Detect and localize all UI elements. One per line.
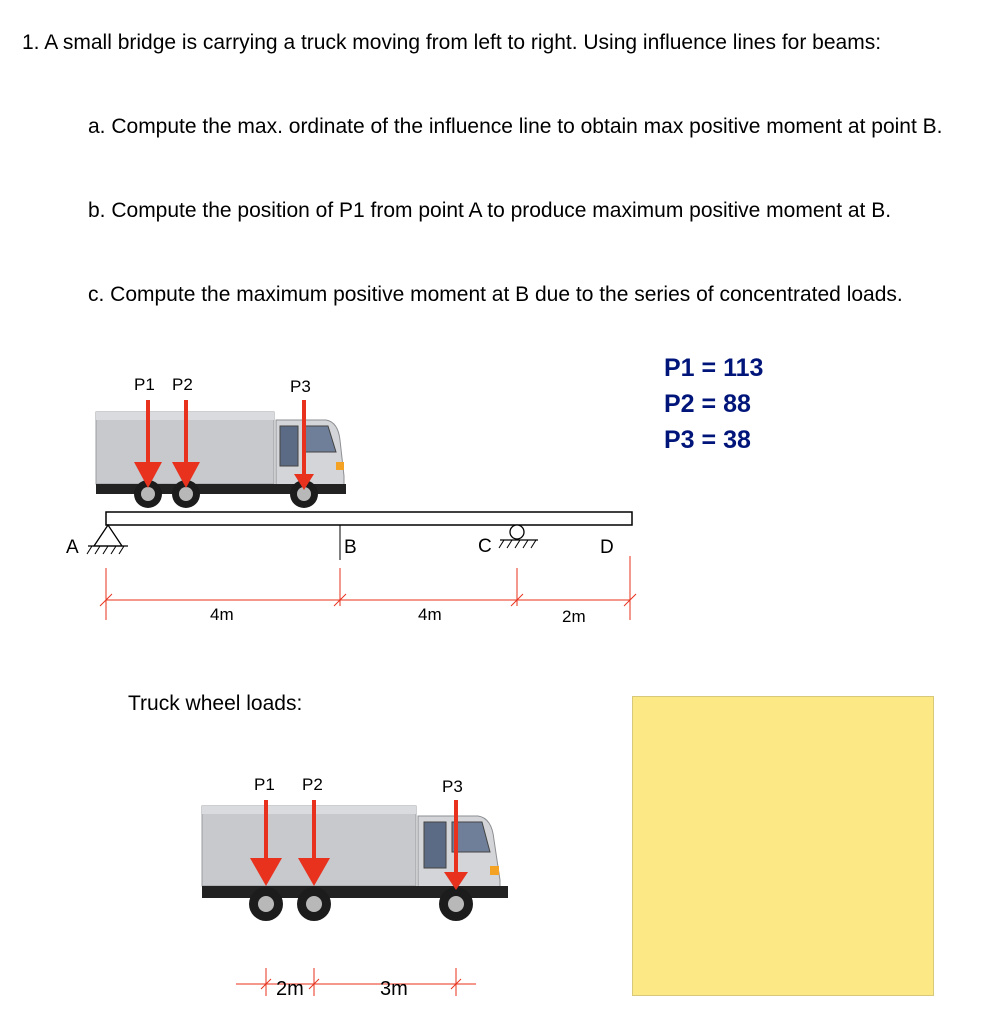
load-value-p2: P2 = 88 [664, 390, 751, 418]
point-label-a: A [66, 537, 79, 558]
beam-label-p2: P2 [172, 375, 193, 394]
spacing-label-p1-p2: 2m [276, 978, 304, 1000]
truck-label-p3: P3 [442, 777, 463, 796]
truck-dimension-lines [236, 968, 476, 996]
truck-illustration [96, 412, 346, 508]
span-label-bc: 4m [418, 605, 442, 624]
roller-support-c [499, 525, 538, 548]
answer-box[interactable] [632, 696, 934, 996]
truck-label-p1: P1 [254, 775, 275, 794]
load-value-p1: P1 = 113 [664, 354, 764, 382]
beam [106, 512, 632, 525]
pin-support-a [87, 525, 128, 554]
question-title: 1. A small bridge is carrying a truck moving from left to right. Using influence lines for beams: [22, 31, 882, 54]
point-label-d: D [600, 537, 614, 558]
question-item-b: b. Compute the position of P1 from point A to produce maximum positive moment at B. [88, 199, 892, 222]
truck-illustration-2 [202, 806, 508, 921]
beam-label-p3: P3 [290, 377, 311, 396]
span-label-ab: 4m [210, 605, 234, 624]
question-item-a: a. Compute the max. ordinate of the influence line to obtain max positive moment at point B. [88, 115, 943, 138]
load-value-p3: P3 = 38 [664, 426, 751, 454]
truck-wheel-loads-heading: Truck wheel loads: [128, 692, 303, 715]
point-label-b: B [344, 537, 357, 558]
point-label-c: C [478, 536, 492, 557]
truck-label-p2: P2 [302, 775, 323, 794]
truck-wheel-loads-diagram [190, 760, 530, 1020]
beam-diagram [0, 360, 660, 640]
spacing-label-p2-p3: 3m [380, 978, 408, 1000]
question-item-c: c. Compute the maximum positive moment at B due to the series of concentrated loads. [88, 283, 903, 306]
dimension-lines [100, 556, 636, 620]
span-label-cd: 2m [562, 607, 586, 626]
beam-label-p1: P1 [134, 375, 155, 394]
